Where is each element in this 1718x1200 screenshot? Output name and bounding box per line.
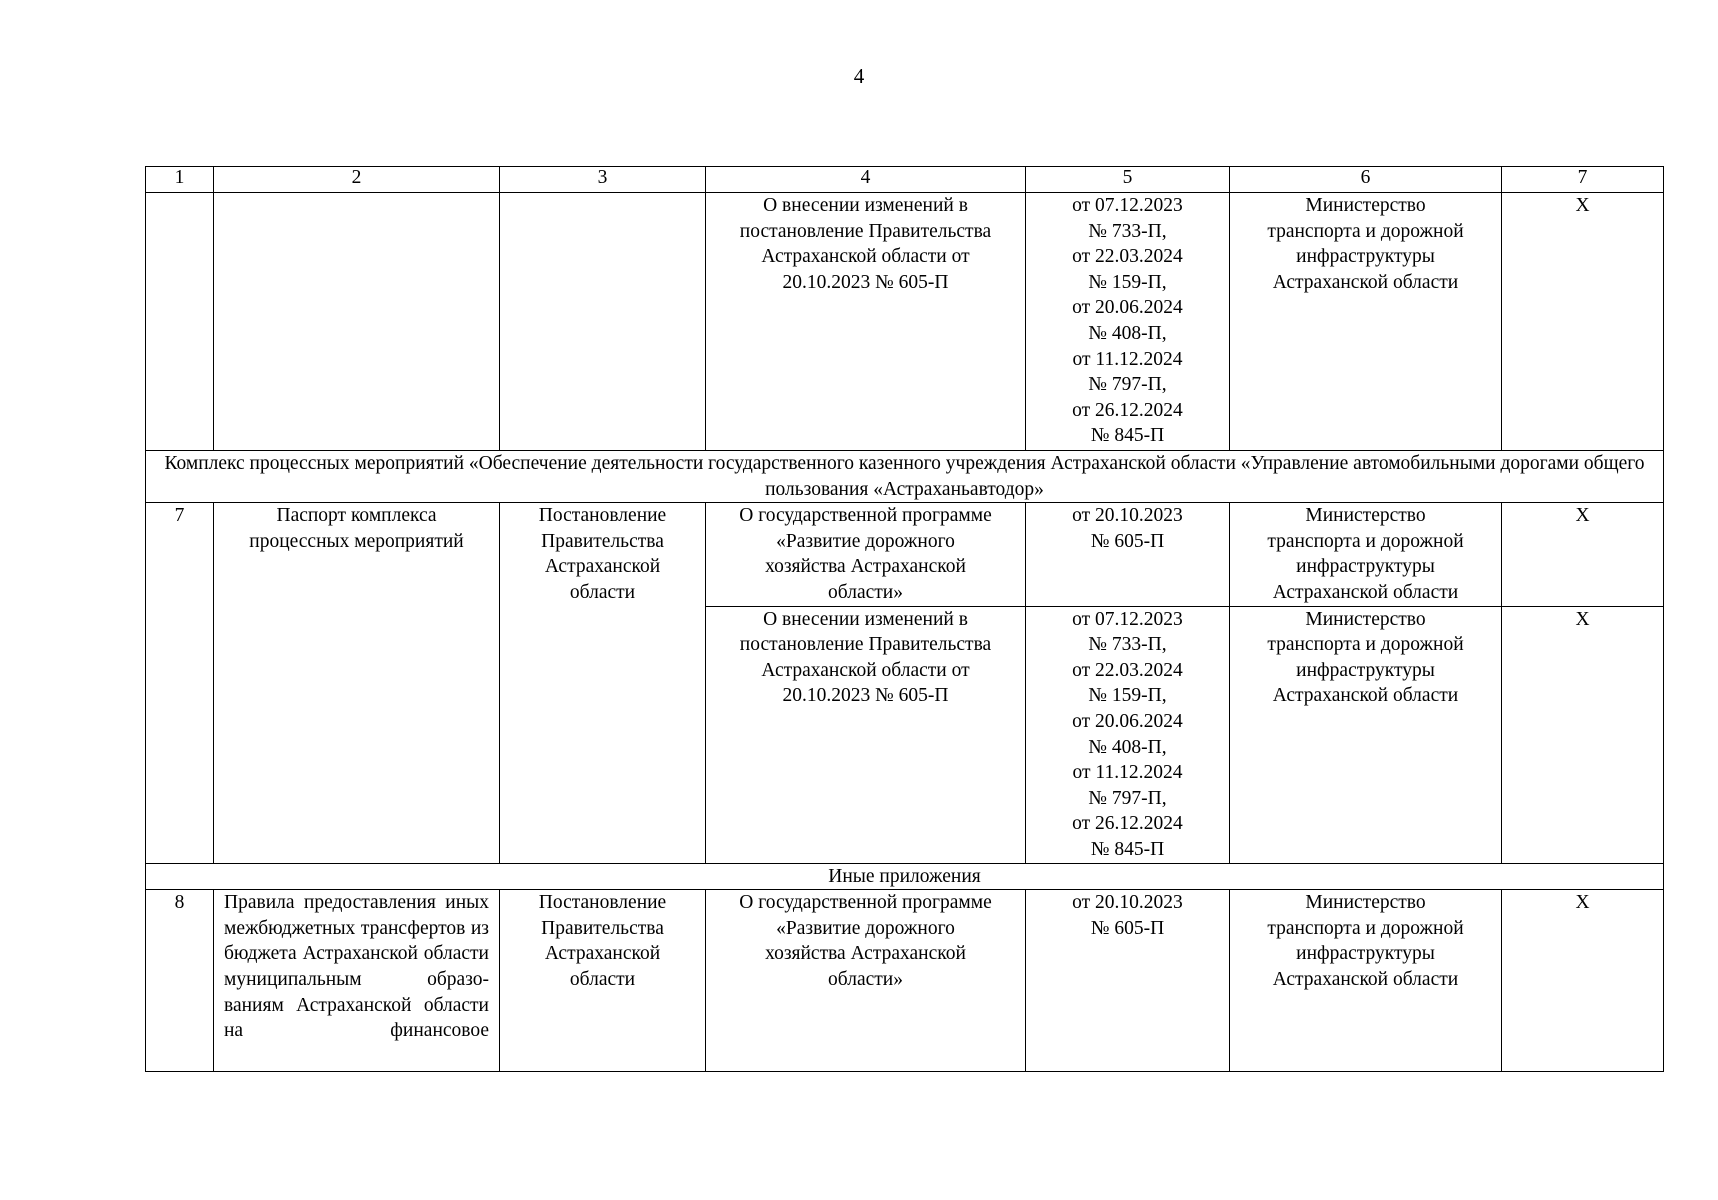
row-7-responsible-a: Министерство транспорта и дорожной инфраструктуры Астраханской области: [1230, 503, 1502, 606]
continuation-act-title: О внесении изменений в постановление Правительства Астраханской области от 20.10.2023 № 605-П: [706, 193, 1026, 451]
row-7-act-date-a: от 20.10.2023 № 605-П: [1026, 503, 1230, 606]
row-8-mark: Х: [1502, 890, 1664, 1072]
row-8-document-type: Постановление Правительства Астраханской области: [500, 890, 706, 1072]
header-cell-7: 7: [1502, 167, 1664, 193]
continuation-number: [146, 193, 214, 451]
header-cell-1: 1: [146, 167, 214, 193]
continuation-act-date: от 07.12.2023 № 733-П, от 22.03.2024 № 159-П, от 20.06.2024 № 408-П, от 11.12.2024 № 797-П, от 26.12.2024 № 845-П: [1026, 193, 1230, 451]
section-title-other-appendices: Иные приложения: [146, 863, 1664, 890]
header-cell-2: 2: [214, 167, 500, 193]
section-row-process-complex: [146, 451, 1664, 503]
continuation-row: [146, 193, 1664, 451]
row-8-act-date: от 20.10.2023 № 605-П: [1026, 890, 1230, 1072]
row-7-act-date-b: от 07.12.2023 № 733-П, от 22.03.2024 № 159-П, от 20.06.2024 № 408-П, от 11.12.2024 № 797-П, от 26.12.2024 № 845-П: [1026, 606, 1230, 863]
header-cell-6: 6: [1230, 167, 1502, 193]
header-cell-3: 3: [500, 167, 706, 193]
table-row-7a: [146, 503, 1664, 606]
row-7-number: 7: [146, 503, 214, 863]
document-table: [145, 166, 1664, 1072]
row-8-number: 8: [146, 890, 214, 1072]
row-7-act-title-b: О внесении изменений в постановление Правительства Астраханской области от 20.10.2023 № 605-П: [706, 606, 1026, 863]
continuation-responsible: Министерство транспорта и дорожной инфраструктуры Астраханской области: [1230, 193, 1502, 451]
continuation-document-type: [500, 193, 706, 451]
row-7-document-name: Паспорт комплекса процессных мероприятий: [214, 503, 500, 863]
page-number: 4: [853, 64, 865, 88]
row-7-mark-b: Х: [1502, 606, 1664, 863]
row-7-responsible-b: Министерство транспорта и дорожной инфраструктуры Астраханской области: [1230, 606, 1502, 863]
row-8-document-name: Правила предоставления иных межбюджетных трансфертов из бюджета Астраханской области муниципальным образо- ваниям Астраханской области на финансовое: [214, 890, 500, 1072]
section-row-other-appendices: [146, 863, 1664, 890]
continuation-mark: Х: [1502, 193, 1664, 451]
header-cell-5: 5: [1026, 167, 1230, 193]
header-cell-4: 4: [706, 167, 1026, 193]
row-7-document-type: Постановление Правительства Астраханской области: [500, 503, 706, 863]
continuation-document-name: [214, 193, 500, 451]
row-7-act-title-a: О государственной программе «Развитие дорожного хозяйства Астраханской области»: [706, 503, 1026, 606]
row-7-mark-a: Х: [1502, 503, 1664, 606]
header-row: [146, 167, 1664, 193]
table-row-8: [146, 890, 1664, 1072]
section-title-process-complex: Комплекс процессных мероприятий «Обеспечение деятельности государственного казенного учреждения Астраханской области «Управление автомобильными дорогами общего пользования «Астраханьавтодор»: [146, 451, 1664, 503]
row-8-responsible: Министерство транспорта и дорожной инфраструктуры Астраханской области: [1230, 890, 1502, 1072]
row-8-act-title: О государственной программе «Развитие дорожного хозяйства Астраханской области»: [706, 890, 1026, 1072]
